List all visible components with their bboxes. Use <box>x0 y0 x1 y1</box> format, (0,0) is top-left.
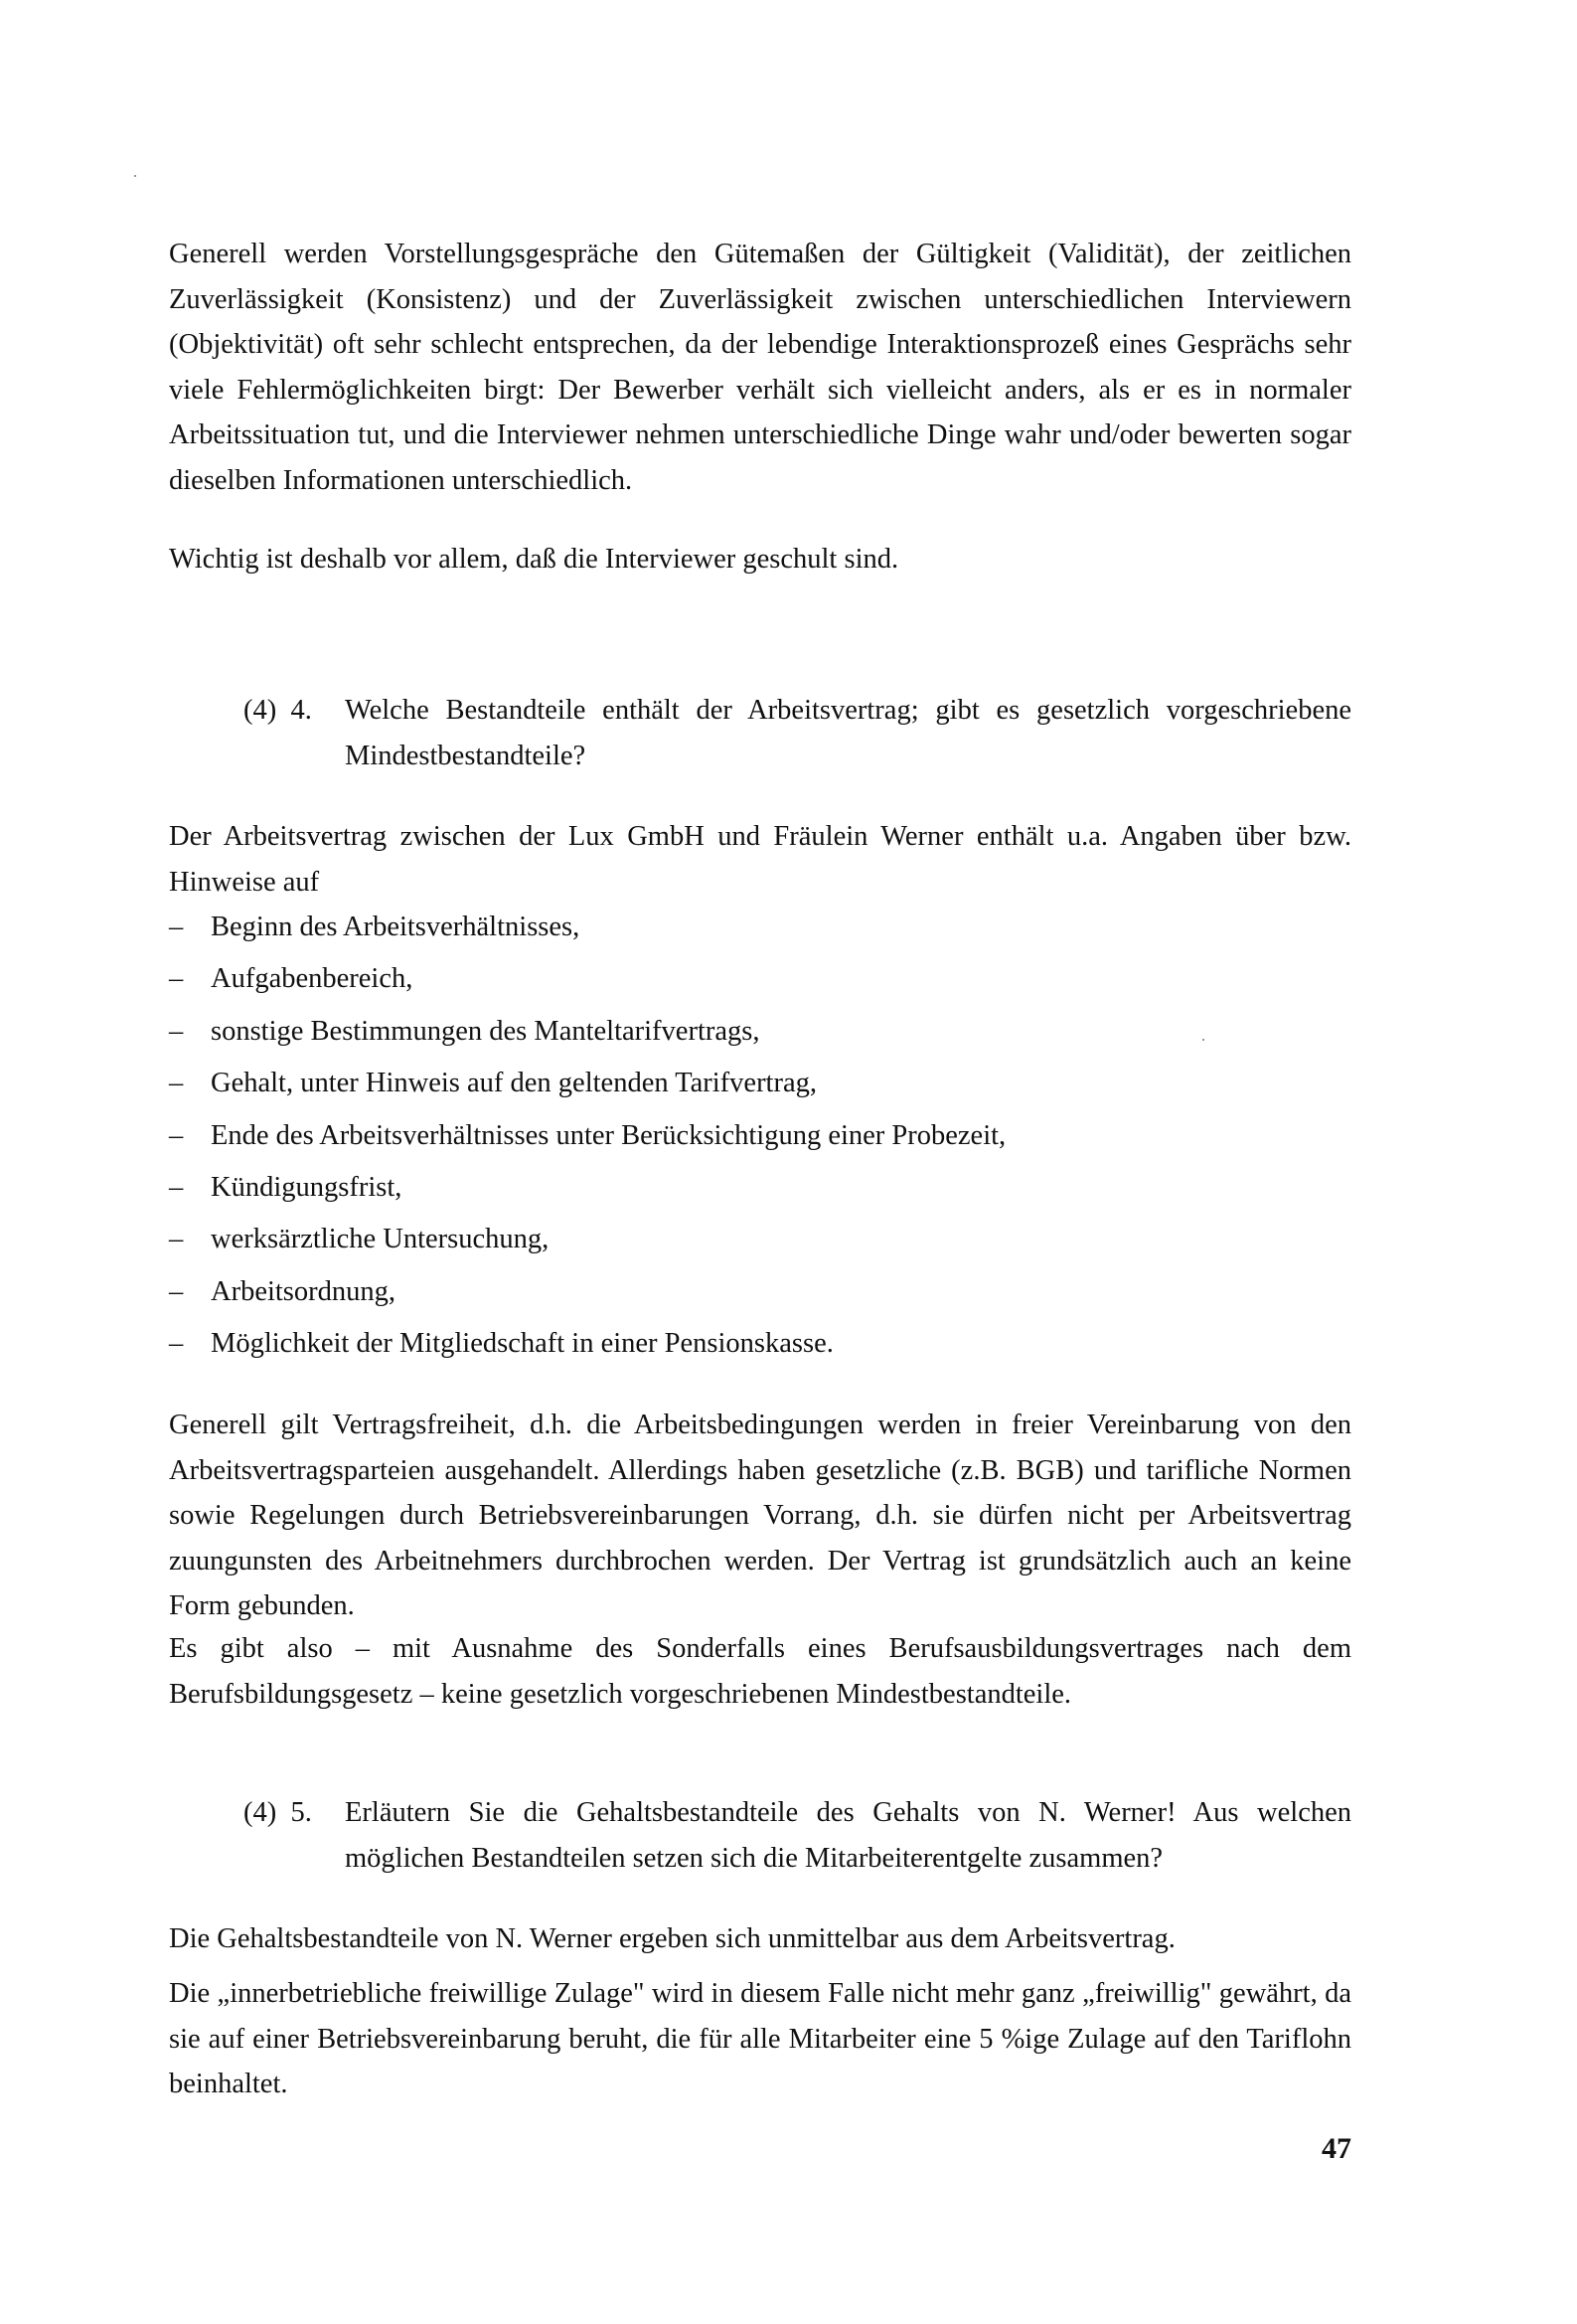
list-item-text: Ende des Arbeitsverhältnisses unter Berücksichtigung einer Probezeit, <box>211 1119 1007 1151</box>
page-number: 47 <box>1322 2132 1351 2165</box>
intro-paragraph: Generell werden Vorstellungsgespräche den Gütemaßen der Gültigkeit (Validität), der zeitlichen Zuverlässigkeit (Konsistenz) und der Zuverlässigkeit zwischen unterschiedlichen Interviewern (Objektivität) oft sehr schlecht entsprechen, da der lebendige Interaktionsprozeß eines Gesprächs sehr viele Fehlermöglichkeiten birgt: Der Bewerber verhält sich vielleicht anders, als er es in normaler Arbeitssituation tut, und die Interviewer nehmen unterschiedliche Dinge wahr und/oder bewerten sogar dieselben Informationen unterschiedlich. <box>169 239 1351 496</box>
question-4-prefix <box>243 688 345 778</box>
list-dash: – <box>169 1328 184 1360</box>
list-dash: – <box>169 1171 184 1203</box>
list-item-text: Gehalt, unter Hinweis auf den geltenden Tarifvertrag, <box>211 1068 817 1099</box>
list-dash: – <box>169 1015 184 1047</box>
question-4-text: Welche Bestandteile enthält der Arbeitsvertrag; gibt es gesetzlich vorgeschriebene Mindestbestandteile? <box>345 695 1351 771</box>
list-item-text: Aufgabenbereich, <box>211 963 413 995</box>
list-dash: – <box>169 963 184 995</box>
list-item <box>169 1266 1351 1318</box>
question-5-prefix <box>243 1790 345 1881</box>
question-5 <box>243 1790 1351 1881</box>
list-item-text: Möglichkeit der Mitgliedschaft in einer Pensionskasse. <box>211 1328 834 1360</box>
list-dash: – <box>169 1224 184 1255</box>
answer-4-paragraph-2: Es gibt also – mit Ausnahme des Sonderfalls eines Berufsausbildungsvertrages nach dem Berufsbildungsgesetz – keine gesetzlich vorgeschriebenen Mindestbestandteile. <box>169 1633 1351 1710</box>
question-5-points: (4) <box>243 1797 277 1828</box>
list-dash: – <box>169 912 184 942</box>
answer-5-paragraph-2: Die „innerbetriebliche freiwillige Zulage" wird in diesem Falle nicht mehr ganz „freiwillig" gewährt, da sie auf einer Betriebsvereinbarung beruht, die für alle Mitarbeiter eine 5 %ige Zulage auf den Tariflohn beinhaltet. <box>169 1978 1351 2099</box>
question-5-text: Erläutern Sie die Gehaltsbestandteile des Gehalts von N. Werner! Aus welchen möglichen Bestandteilen setzen sich die Mitarbeiterentgelte zusammen? <box>345 1797 1351 1874</box>
conclusion-paragraph: Wichtig ist deshalb vor allem, daß die Interviewer geschult sind. <box>169 544 899 575</box>
list-item-text: Kündigungsfrist, <box>211 1171 402 1203</box>
question-4-number: 4. <box>290 695 312 726</box>
list-item <box>169 902 1351 953</box>
list-item-text: Arbeitsordnung, <box>211 1275 396 1307</box>
answer-4-intro: Der Arbeitsvertrag zwischen der Lux GmbH und Fräulein Werner enthält u.a. Angaben über bzw. Hinweise auf <box>169 821 1351 898</box>
list-item-text: Beginn des Arbeitsverhältnisses, <box>211 912 580 942</box>
list-dash: – <box>169 1119 184 1151</box>
question-5-number: 5. <box>290 1797 312 1828</box>
list-item <box>169 953 1351 1005</box>
list-item <box>169 1110 1351 1162</box>
question-4-points: (4) <box>243 695 277 726</box>
question-4 <box>243 688 1351 778</box>
answer-5-paragraph-1: Die Gehaltsbestandteile von N. Werner ergeben sich unmittelbar aus dem Arbeitsvertrag. <box>169 1923 1176 1954</box>
answer-4-paragraph-1: Generell gilt Vertragsfreiheit, d.h. die Arbeitsbedingungen werden in freier Vereinbarung von den Arbeitsvertragsparteien ausgehandelt. Allerdings haben gesetzliche (z.B. BGB) und tarifliche Normen sowie Regelungen durch Betriebsvereinbarungen Vorrang, d.h. sie dürfen nicht per Arbeitsvertrag zuungunsten des Arbeitnehmers durchbrochen werden. Der Vertrag ist grundsätzlich auch an keine Form gebunden. <box>169 1410 1351 1621</box>
list-item-text: werksärztliche Untersuchung, <box>211 1224 550 1255</box>
list-item <box>169 1214 1351 1265</box>
scan-speck <box>134 175 136 177</box>
list-item <box>169 1058 1351 1109</box>
list-dash: – <box>169 1275 184 1307</box>
contract-components-list <box>169 902 1351 1371</box>
list-item <box>169 1162 1351 1214</box>
list-item-text: sonstige Bestimmungen des Manteltarifvertrags, <box>211 1015 760 1047</box>
list-item <box>169 1318 1351 1370</box>
list-item <box>169 1006 1351 1058</box>
list-dash: – <box>169 1068 184 1099</box>
